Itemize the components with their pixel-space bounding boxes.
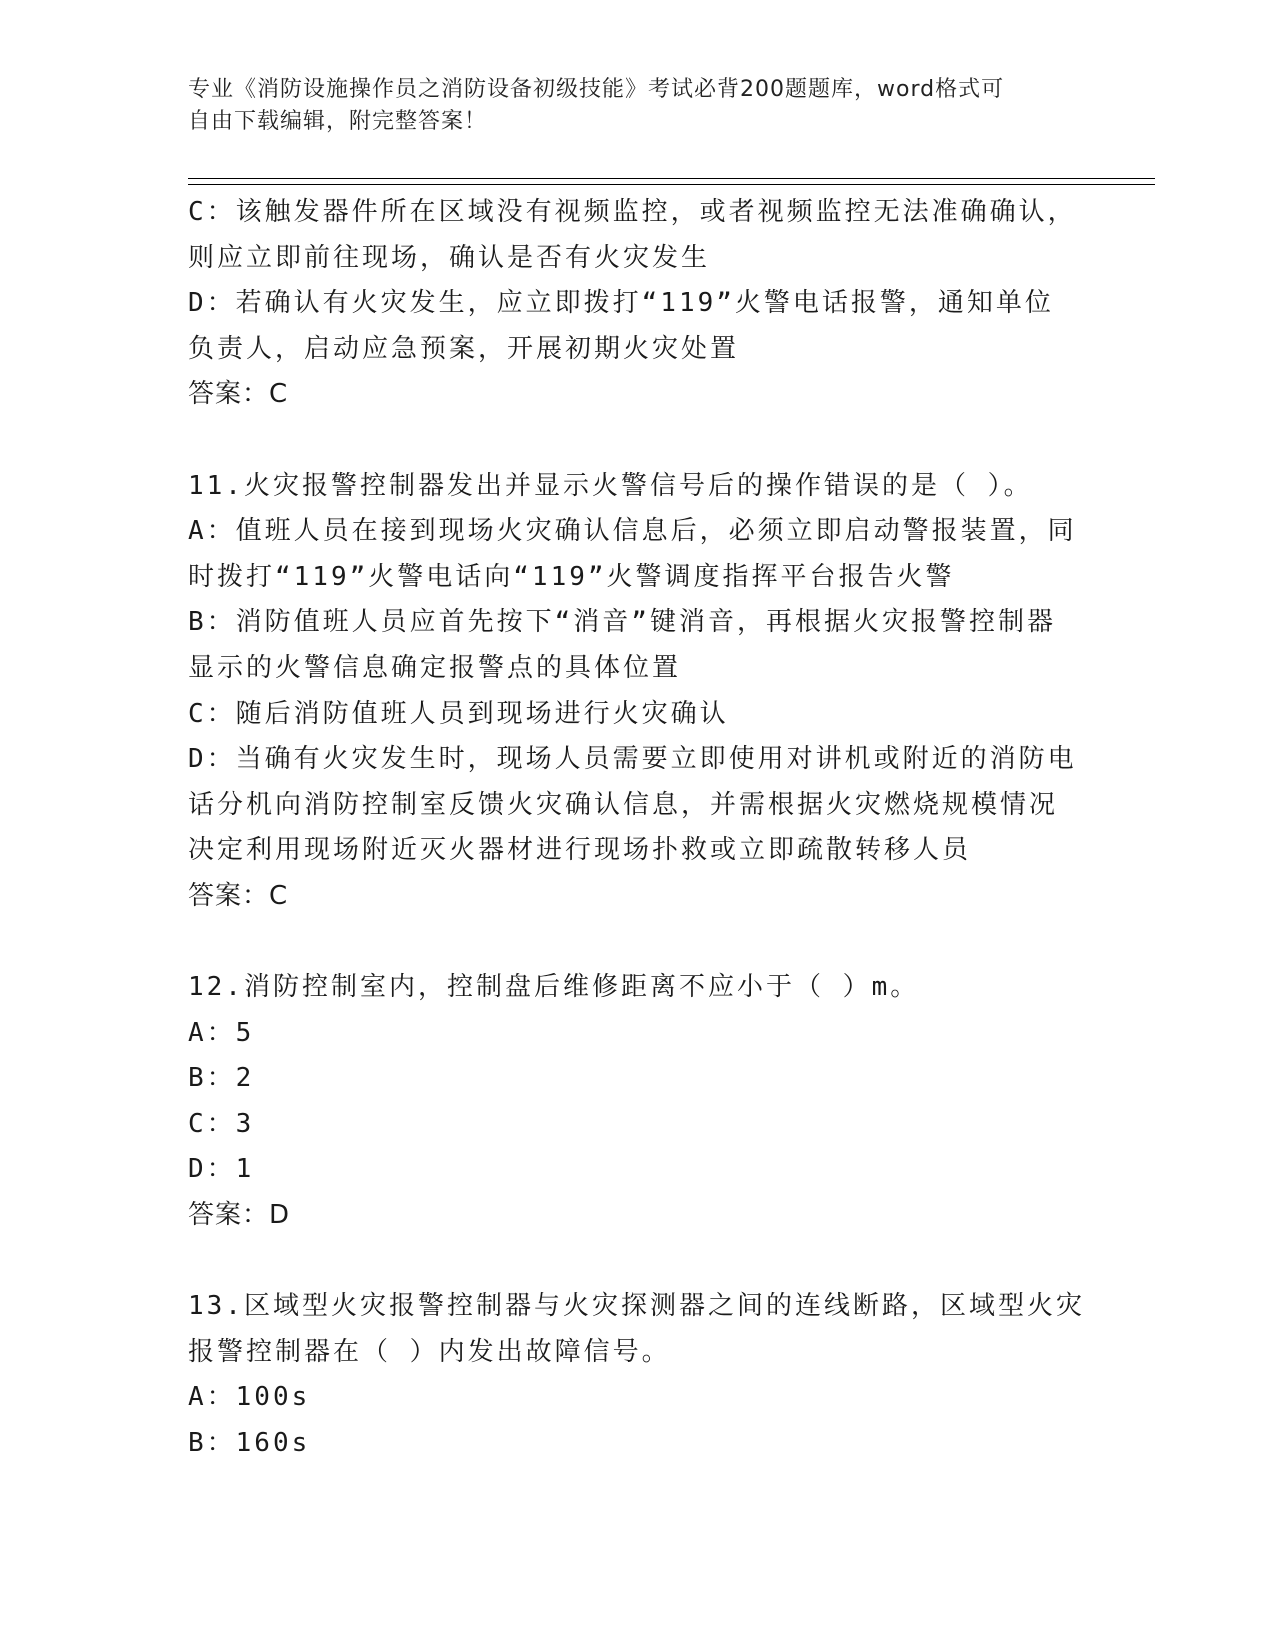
spacer xyxy=(188,1239,1088,1285)
q13-option-a: A：100s xyxy=(188,1382,311,1413)
document-header xyxy=(188,74,1068,138)
q12-option-a: A：5 xyxy=(188,1017,255,1048)
q10-option-d-line-2: 负责人，启动应急预案，开展初期火灾处置 xyxy=(188,333,740,364)
q12-option-d: D：1 xyxy=(188,1154,255,1185)
q12-answer: 答案：D xyxy=(188,1200,291,1231)
q11-option-a-line-1: A：值班人员在接到现场火灾确认信息后，必须立即启动警报装置，同 xyxy=(188,516,1077,547)
question-10 xyxy=(188,190,1088,418)
q11-option-d-line-2: 话分机向消防控制室反馈火灾确认信息，并需根据火灾燃烧规模情况 xyxy=(188,789,1059,820)
q11-answer: 答案：C xyxy=(188,880,289,911)
question-13 xyxy=(188,1284,1088,1466)
spacer xyxy=(188,418,1088,464)
q13-option-b: B：160s xyxy=(188,1428,311,1459)
q11-option-d-line-3: 决定利用现场附近灭火器材进行现场扑救或立即疏散转移人员 xyxy=(188,835,972,866)
q12-option-c: C：3 xyxy=(188,1108,255,1139)
q13-stem-line-2: 报警控制器在（ ）内发出故障信号。 xyxy=(188,1336,671,1367)
q11-option-b-line-1: B：消防值班人员应首先按下“消音”键消音，再根据火灾报警控制器 xyxy=(188,607,1056,638)
q11-option-b-line-2: 显示的火警信息确定报警点的具体位置 xyxy=(188,652,682,683)
question-list xyxy=(188,190,1088,1467)
question-12 xyxy=(188,965,1088,1239)
q12-option-b: B：2 xyxy=(188,1063,255,1094)
q11-option-a-line-2: 时拨打“119”火警电话向“119”火警调度指挥平台报告火警 xyxy=(188,561,955,592)
spacer xyxy=(188,920,1088,966)
q11-option-c: C：随后消防值班人员到现场进行火灾确认 xyxy=(188,698,729,729)
q11-stem: 11.火灾报警控制器发出并显示火警信号后的操作错误的是（ ）。 xyxy=(188,470,1033,501)
q11-option-d-line-1: D：当确有火灾发生时，现场人员需要立即使用对讲机或附近的消防电 xyxy=(188,744,1077,775)
q10-answer: 答案：C xyxy=(188,379,289,410)
q10-option-c-line-2: 则应立即前往现场，确认是否有火灾发生 xyxy=(188,242,711,273)
q13-stem-line-1: 13.区域型火灾报警控制器与火灾探测器之间的连线断路，区域型火灾 xyxy=(188,1291,1085,1322)
q10-option-d-line-1: D：若确认有火灾发生，应立即拨打“119”火警电话报警，通知单位 xyxy=(188,288,1054,319)
question-11 xyxy=(188,464,1088,920)
q10-option-c-line-1: C：该触发器件所在区域没有视频监控，或者视频监控无法准确确认， xyxy=(188,197,1077,227)
q12-stem: 12.消防控制室内，控制盘后维修距离不应小于（ ）m。 xyxy=(188,972,920,1003)
header-title-line-2: 自由下载编辑，附完整答案！ xyxy=(188,109,488,134)
header-divider-top xyxy=(188,178,1155,179)
header-divider-bottom xyxy=(188,184,1155,185)
header-title-line-1: 专业《消防设施操作员之消防设备初级技能》考试必背200题题库，word格式可 xyxy=(188,77,1005,102)
